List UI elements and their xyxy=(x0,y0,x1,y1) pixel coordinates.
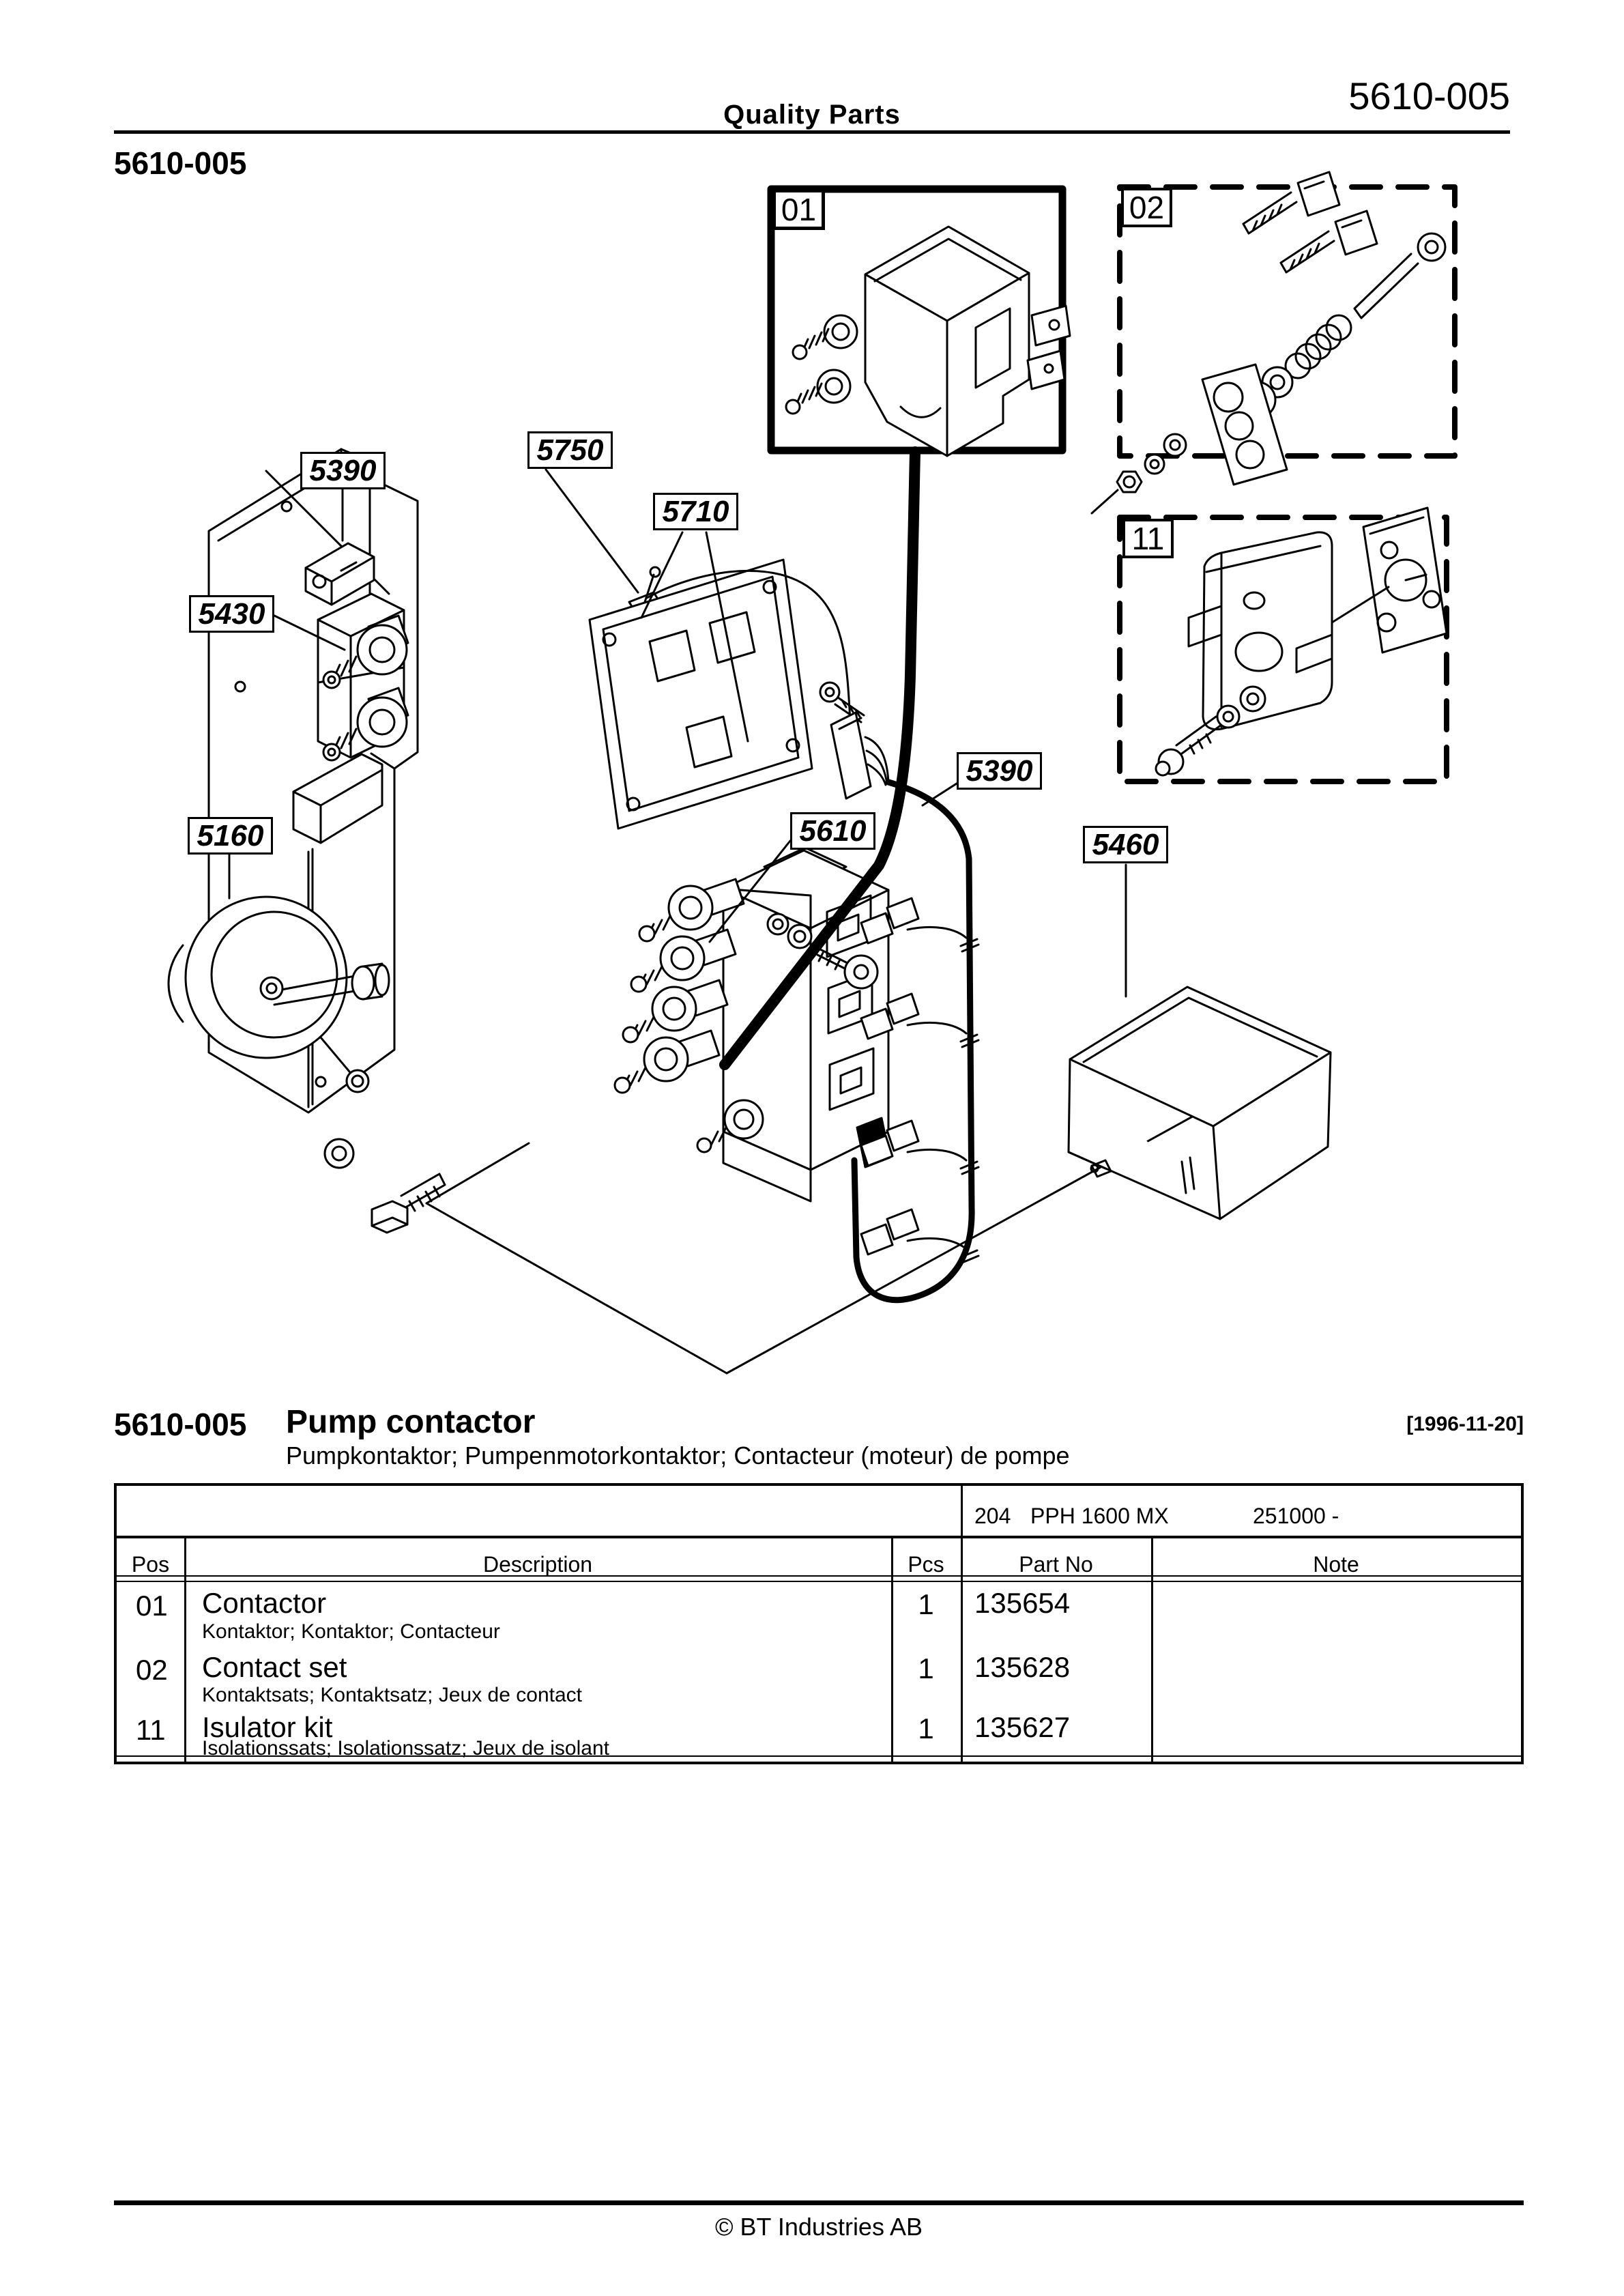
callout-5160: 5160 xyxy=(188,817,273,855)
terminal-block-5430 xyxy=(318,594,408,760)
table-band-rule xyxy=(117,1536,1521,1538)
row-desc-alt: Kontaktor; Kontaktor; Contacteur xyxy=(202,1620,500,1643)
model-serial: 251000 - xyxy=(1253,1504,1339,1528)
row-pcs: 1 xyxy=(918,1588,934,1620)
callout-5610: 5610 xyxy=(790,812,875,850)
row-desc: Contact set xyxy=(202,1651,347,1683)
callout-5430: 5430 xyxy=(189,595,274,633)
model-code: 204 xyxy=(974,1504,1011,1528)
callout-5710: 5710 xyxy=(653,493,738,530)
row-pcs: 1 xyxy=(918,1712,934,1745)
document-number: 5610-005 xyxy=(1348,74,1510,117)
footer-copyright: © BT Industries AB xyxy=(715,2213,923,2241)
row-desc: Isulator kit xyxy=(202,1711,333,1743)
row-pcs: 1 xyxy=(918,1652,934,1684)
page-title: Quality Parts xyxy=(723,100,901,130)
row-partno: 135627 xyxy=(974,1711,1071,1743)
model-name: PPH 1600 MX xyxy=(1030,1504,1169,1528)
callout-5390-a: 5390 xyxy=(300,452,386,489)
callout-5460: 5460 xyxy=(1083,826,1168,863)
row-partno: 135628 xyxy=(974,1651,1071,1683)
section-date: [1996-11-20] xyxy=(1406,1413,1524,1435)
callout-5390-b: 5390 xyxy=(957,752,1042,790)
figure-box-label-11: 11 xyxy=(1122,519,1174,558)
table-col-line-partno xyxy=(961,1486,963,1762)
row-desc-alt: Kontaktsats; Kontaktsatz; Jeux de contact xyxy=(202,1684,582,1706)
parts-table xyxy=(114,1483,1524,1764)
col-header-partno: Part No xyxy=(1019,1552,1093,1577)
row-partno: 135654 xyxy=(974,1587,1071,1619)
figure-box-label-02: 02 xyxy=(1121,188,1172,227)
row-desc: Contactor xyxy=(202,1587,327,1619)
col-header-description: Description xyxy=(482,1552,593,1577)
row-pos: 01 xyxy=(136,1590,168,1622)
cover-5460 xyxy=(1069,987,1331,1219)
row-pos: 11 xyxy=(136,1714,166,1746)
row-pos: 02 xyxy=(136,1654,168,1686)
figure-box-label-01: 01 xyxy=(772,189,825,230)
bottom-bolt xyxy=(325,1139,445,1233)
col-header-pcs: Pcs xyxy=(908,1552,944,1577)
col-header-pos: Pos xyxy=(131,1552,170,1577)
col-header-note: Note xyxy=(1313,1552,1359,1577)
table-header-rule-2 xyxy=(117,1581,1521,1582)
row-desc-alt: Isolationssats; Isolationssatz; Jeux de isolant xyxy=(202,1737,609,1760)
page-code: 5610-005 xyxy=(114,145,247,181)
section-code: 5610-005 xyxy=(114,1407,247,1442)
section-title: Pump contactor xyxy=(286,1404,536,1440)
callout-5750: 5750 xyxy=(527,431,613,469)
section-subtitle: Pumpkontaktor; Pumpenmotorkontaktor; Contacteur (moteur) de pompe xyxy=(286,1441,1070,1469)
